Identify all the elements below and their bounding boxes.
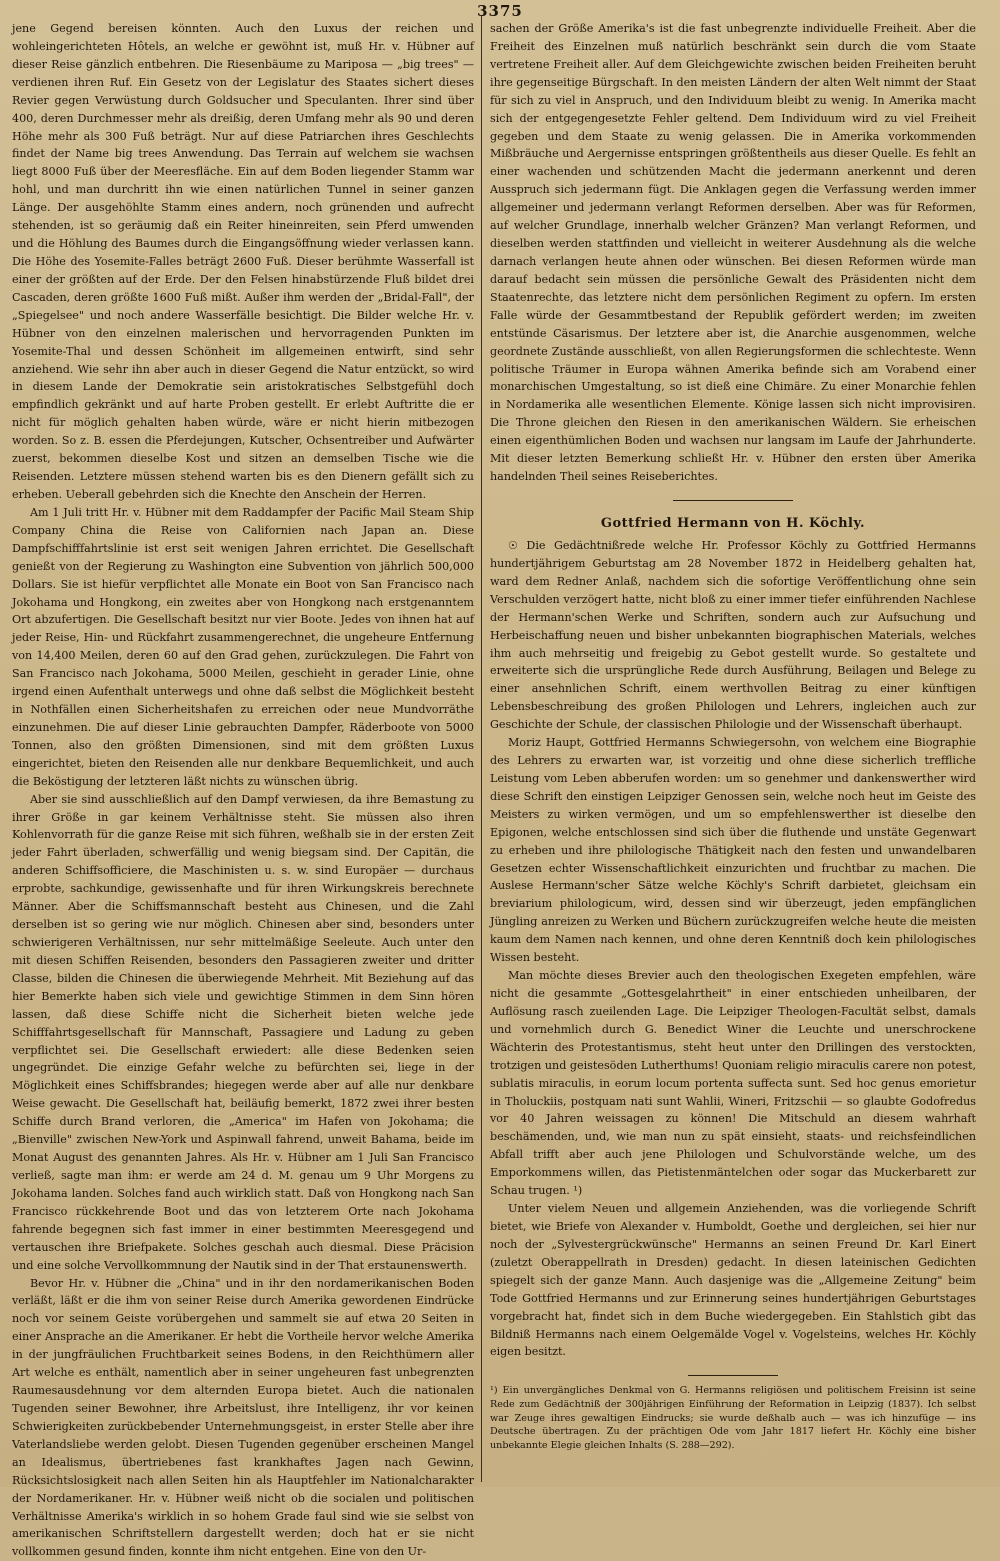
right-column xyxy=(490,20,976,1480)
footnote-divider xyxy=(688,1375,778,1376)
left-paragraph-2: Am 1 Juli tritt Hr. v. Hübner mit dem Raddampfer der Pacific Mail Steam Ship Company China die Reise von Californien nach Japan an. Diese Dampfschifffahrtslinie ist erst seit wenigen Jahren errichtet. Die Gesellschaft genießt von der Regierung zu Washington eine Subvention von jährlich 500,000 Dollars. Sie ist hiefür verpflichtet alle Monate ein Boot von San Francisco nach Jokohama und Hongkong, ein zweites aber von Hongkong nach erstgenanntem Ort abzufertigen. Die Gesellschaft besitzt nur vier Boote. Jedes von ihnen hat auf jeder Reise, Hin- und Rückfahrt zusammengerechnet, die ungeheure Entfernung von 14,400 Meilen, deren 60 auf den Grad gehen, zurückzulegen. Die Fahrt von San Francisco nach Jokohama, 5000 Meilen, geschieht in gerader Linie, ohne irgend einen Aufenthalt unterwegs und ohne daß selbst die Möglichkeit besteht in Nothfällen einen Sicherheitshafen zu erreichen oder neue Mundvorräthe einzunehmen. Die auf dieser Linie gebrauchten Dampfer, Räderboote von 5000 Tonnen, also den größten Dimensionen, sind mit dem größten Luxus eingerichtet, bieten den Reisenden alle nur denkbare Bequemlichkeit, und auch die Beköstigung der letzteren läßt nichts zu wünschen übrig. xyxy=(12,505,474,788)
article-title: Gottfried Hermann von H. Köchly. xyxy=(600,515,866,531)
page-number: 3375 xyxy=(477,2,523,20)
left-paragraph-3: Aber sie sind ausschließlich auf den Dampf verwiesen, da ihre Bemastung zu ihrer Größe in gar keinem Verhältnisse steht. Sie müssen also ihren Kohlenvorrath für die ganze Reise mit sich führen, weßhalb sie in der ersten Zeit jeder Fahrt überladen, schwerfällig und wenig biegsam sind. Der Capitän, die anderen Schiffsofficiere, die Maschinisten u. s. w. sind Europäer — durchaus erprobte, sachkundige, gewissenhafte und für ihren Wirkungskreis berechnete Männer. Aber die Schiffsmannschaft besteht aus Chinesen, und die Zahl derselben ist so gering wie nur möglich. Chinesen aber sind, besonders unter schwierigeren Verhältnissen, nur sehr mittelmäßige Seeleute. Auch unter den mit diesen Schiffen Reisenden, besonders den Passagieren zweiter und dritter Classe, bilden die Chinesen die überwiegende Mehrheit. Mit Beziehung auf das hier Bemerkte haben sich viele und gewichtige Stimmen in dem Sinn hören lassen, daß diese Schiffe nicht die Sicherheit bieten welche jede Schifffahrtsgesellschaft für Mannschaft, Passagiere und Ladung zu geben verpflichtet sei. Die Gesellschaft erwiedert: alle diese Bedenken seien ungegründet. Die einzige Gefahr welche zu befürchten sei, liege in der Möglichkeit eines Schiffsbrandes; hiegegen werde aber auf alle nur denkbare Weise gewacht. Die Gesellschaft hat, beiläufig bemerkt, 1872 zwei ihrer besten Schiffe durch Brand verloren, die „America" im Hafen von Jokohama; die „Bienville" zwischen New-York und Aspinwall fahrend, unweit Bahama, beide im Monat August des genannten Jahres. Als Hr. v. Hübner am 1 Juli San Francisco verließ, sagte man ihm: er werde am 24 d. M. genau um 9 Uhr Morgens zu Jokohama landen. Solches fand auch wirklich statt. Daß von Hongkong nach San Francisco rückkehrende Boot und das von letzterem Orte nach Jokohama fahrende begegnen sich fast immer in einer bestimmten Meeresgegend und vertauschen ihre Briefpakete. Solches geschah auch diesmal. Diese Präcision und eine solche Vervollkommnung der Nautik sind in der That erstaunenswerth. xyxy=(12,792,474,1272)
article-paragraph-2: Moriz Haupt, Gottfried Hermanns Schwiegersohn, von welchem eine Biographie des Lehrers zu erwarten war, ist vorzeitig und ohne diese sicherlich treffliche Leistung vom Leben abberufen worden: um so genehmer und dankenswerther wird diese Schrift den einstigen Leipziger Genossen sein, welche noch heut im Geiste des Meisters zu wirken vermögen, und um so empfehlenswerther ist dieselbe den Epigonen, welche entschlossen sind sich über die fluthende und unstäte Gegenwart zu erheben und ihre philologische Thätigkeit nach den festen und unwandelbaren Gesetzen echter Wissenschaftlichkeit einzurichten und fruchtbar zu machen. Die Auslese Hermann'scher Sätze welche Köchly's Schrift darbietet, gleichsam ein breviarium philologicum, wird, dessen sind wir überzeugt, jeden empfänglichen Jüngling anreizen zu Werken und Büchern zurückzugreifen welche heute die meisten kaum dem Namen nach kennen, und ohne deren Kenntniß doch kein philologisches Wissen besteht. xyxy=(490,736,976,965)
column-divider xyxy=(481,16,482,1482)
footnote xyxy=(490,1384,976,1452)
article-paragraph-3: Man möchte dieses Brevier auch den theologischen Exegeten empfehlen, wäre nicht die gesammte „Gottesgelahrtheit" in einer entschieden unheilbaren, der Auflösung rasch zueilenden Lage. Die Leipziger Theologen-Facultät selbst, damals und vornehmlich durch G. Benedict Winer die Leuchte und unerschrockene Wächterin des Protestantismus, steht heut unter den Drillingen des verstockten, trotzigen und geistesöden Lutherthums! Quoniam religio miraculis carere non potest, sublatis miraculis, in eorum locum portenta suffecta sunt. Sed hoc genus emorietur in Tholuckiis, postquam nati sunt Wahlii, Wineri, Fritzschii — so glaubte Godofredus vor 40 Jahren weissagen zu können! Die Mitschuld an diesem wahrhaft beschämenden, und, wie man nun zu spät einsieht, staats- und reichsfeindlichen Abfall trifft aber auch jene Philologen und Schulvorstände welche, um des Emporkommens willen, das Pietistenmäntelchen oder sogar das Muckerbarett zur Schau trugen. ¹) xyxy=(490,969,976,1198)
article-paragraph-4: Unter vielem Neuen und allgemein Anziehenden, was die vorliegende Schrift bietet, wie Briefe von Alexander v. Humboldt, Goethe und dergleichen, sei hier nur noch der „Sylvestergrückwünsche" Hermanns an seinen Freund Dr. Karl Einert (zuletzt Oberappellrath in Dresden) gedacht. In diesen lateinischen Gedichten spiegelt sich der ganze Mann. Auch dasjenige was die „Allgemeine Zeitung" beim Tode Gottfried Hermanns und zur Erinnerung seines hundertjährigen Geburtstages vorgebracht hat, findet sich in dem Buche wiedergegeben. Ein Stahlstich gibt das Bildniß Hermanns nach einem Oelgemälde Vogel v. Vogelsteins, welches Hr. Köchly eigen besitzt. xyxy=(490,1202,976,1359)
article-paragraph-1: ☉ Die Gedächtnißrede welche Hr. Professor Köchly zu Gottfried Hermanns hundertjährigem Geburtstag am 28 November 1872 in Heidelberg gehalten hat, ward dem Redner Anlaß, nachdem sich die sofortige Veröffentlichung ohne sein Verschulden verzögert hatte, nicht bloß zu einer immer tiefer einführenden Nachlese der Hermann'schen Werke und Schriften, sondern auch zur Aufsuchung und Herbeischaffung neuen und bisher unbekannten biographischen Materials, welches ihm auch mehrseitig und freigebig zu Gebot gestellt wurde. So gestaltete und erweiterte sich die ursprüngliche Rede durch Ausführung, Beilagen und Belege zu einer ansehnlichen Schrift, einem werthvollen Beitrag zu einer künftigen Lebensbeschreibung des großen Philologen und Lehrers, ingleichen auch zur Geschichte der Schule, der classischen Philologie und der Wissenschaft überhaupt. xyxy=(490,538,976,732)
left-paragraph-4: Bevor Hr. v. Hübner die „China" und in ihr den nordamerikanischen Boden verläßt, läßt er die ihm von seiner Reise durch Amerika gewordenen Eindrücke noch vor seinem Geiste vorübergehen und sammelt sie auf etwa 20 Seiten in einer Ansprache an die Amerikaner. Er hebt die Vortheile hervor welche Amerika in der jungfräulichen Fruchtbarkeit seines Bodens, in den Reichthümern aller Art welche es enthält, namentlich aber in seiner ungeheuren fast unbegrenzten Raumesausdehnung vor dem alternden Europa bietet. Auch die nationalen Tugenden seiner Bewohner, ihre Arbeitslust, ihre Intelligenz, ihr vor keinen Schwierigkeiten zurückbebender Unternehmungsgeist, in erster Stelle aber ihre Vaterlandsliebe werden gelobt. Diesen Tugenden gegenüber erscheinen Mangel an Idealismus, übertriebenes fast krankhaftes Jagen nach Gewinn, Rücksichtslosigkeit nach allen Seiten hin als Hauptfehler im Nationalcharakter der Nordamerikaner. Hr. v. Hübner weiß nicht ob die socialen und politischen Verhältnisse Amerika's wirklich in so hohem Grade faul sind wie sie selbst von amerikanischen Schriftstellern dargestellt werden; doch hat er sie nicht vollkommen gesund finden, konnte ihm nicht entgehen. Eine von den Ur- xyxy=(12,1276,474,1559)
right-paragraph-1: sachen der Größe Amerika's ist die fast unbegrenzte individuelle Freiheit. Aber die Freiheit des Einzelnen muß natürlich beschränkt sein durch die vom Staate vertretene Freiheit aller. Auf dem Gleichgewichte zwischen beiden Freiheiten beruht ihre gegenseitige Bürgschaft. In den meisten Ländern der alten Welt nimmt der Staat für sich zu viel in Anspruch, und den Individuum bleibt zu wenig. In Amerika macht sich der entgegengesetzte Fehler geltend. Dem Individuum wird zu viel Freiheit gegeben und dem Staate zu wenig gelassen. Die in Amerika vorkommenden Mißbräuche und Aergernisse entspringen größtentheils aus dieser Quelle. Es fehlt an einer wachenden und schützenden Macht die jedermann anerkennt und deren Ausspruch sich jedermann fügt. Die Anklagen gegen die Verfassung werden immer allgemeiner und jedermann verlangt Reformen derselben. Aber was für Reformen, auf welcher Grundlage, innerhalb welcher Gränzen? Man verlangt Reformen, und dieselben werden stattfinden und vielleicht in weiterer Ausdehnung als die welche darnach verlangen heute ahnen oder wünschen. Bei diesen Reformen würde man darauf bedacht sein müssen die persönliche Gewalt des Präsidenten nicht dem Staatenrechte, das letztere nicht dem persönlichen Regiment zu opfern. Im ersten Falle würde der Gesammtbestand der Republik gefördert werden; im zweiten entstünde Cäsarismus. Der letztere aber ist, die Anarchie ausgenommen, welche geordnete Zustände ausschließt, von allen Regierungsformen die schlechteste. Wenn politische Träumer in Europa wähnen Amerika befinde sich am Vorabend einer monarchischen Umgestaltung, so ist dieß eine Chimäre. Zu einer Monarchie fehlen in Nordamerika alle wesentlichen Elemente. Könige lassen sich nicht improvisiren. Die Throne gleichen den Riesen in den amerikanischen Wäldern. Sie erheischen einen eigenthümlichen Boden und wachsen nur langsam im Laufe der Jahrhunderte. Mit dieser letzten Bemerkung schließt Hr. v. Hübner den ersten über Amerika handelnden Theil seines Reiseberichtes. xyxy=(490,22,976,484)
left-paragraph-1: jene Gegend bereisen könnten. Auch den Luxus der reichen und wohleingerichteten Hôtels, an welche er gewöhnt ist, muß Hr. v. Hübner auf dieser Reise gänzlich entbehren. Die Riesenbäume zu Mariposa — „big trees" — verdienen ihren Ruf. Ein Gesetz von der Legislatur des Staates sichert dieses Revier gegen Verwüstung durch Goldsucher und Speculanten. Ihrer sind über 400, deren Durchmesser mehr als dreißig, deren Umfang mehr als 90 und deren Höhe mehr als 300 Fuß beträgt. Nur auf diese Patriarchen ihres Geschlechts findet der Name big trees Anwendung. Das Terrain auf welchem sie wachsen liegt 8000 Fuß über der Meeresfläche. Ein auf dem Boden liegender Stamm war hohl, und man durchritt ihn wie einen natürlichen Tunnel in seiner ganzen Länge. Der ausgehöhlte Stamm eines andern, noch grünenden und aufrecht stehenden, ist so geräumig daß ein Reiter hineinreiten, sein Pferd umwenden und die Höhlung des Baumes durch die Eingangsöffnung wieder verlassen kann. Die Höhe des Yosemite-Falles beträgt 2600 Fuß. Dieser berühmte Wasserfall ist einer der größten auf der Erde. Der den Felsen hinabstürzende Fluß bildet drei Cascaden, deren größte 1600 Fuß mißt. Außer ihm werden der „Bridal-Fall", der „Spiegelsee" und noch andere Wasserfälle besichtigt. Die Bilder welche Hr. v. Hübner von den einzelnen malerischen und hervorragenden Punkten im Yosemite-Thal und dessen Schönheit im allgemeinen entwirft, sind sehr anziehend. Wie sehr ihn aber auch in dieser Gegend die Natur entzückt, so wird in diesem Lande der Demokratie sein aristokratisches Selbstgefühl doch empfindlich gekränkt und auf harte Proben gestellt. Er erlebt Auftritte die er nicht für möglich gehalten haben würde, wäre er nicht hierin mitbezogen worden. So z. B. essen die Pferdejungen, Kutscher, Ochsentreiber und Aufwärter zuerst, bekommen dieselbe Kost und sitzen an demselben Tische wie die Reisenden. Letztere müssen stehend warten bis es den Dienern gefällt sich zu erheben. Ueberall gebehrden sich die Knechte den Anschein der Herren. xyxy=(12,22,474,501)
left-column xyxy=(12,20,474,1559)
section-divider xyxy=(673,500,793,501)
footnote-text: ¹) Ein unvergängliches Denkmal von G. Hermanns religiösen und politischem Freisinn ist seine Rede zum Gedächtniß der 300jährigen Einführung der Reformation in Leipzig (1837). Ich selbst war Zeuge ihres gewaltigen Eindrucks; sie wurde deßhalb auch — was ich hinzufüge — ins Deutsche übertragen. Zu der prächtigen Ode vom Jahr 1817 liefert Hr. Köchly eine bisher unbekannte Elegie gleichen Inhalts (S. 288—292). xyxy=(490,1385,976,1451)
